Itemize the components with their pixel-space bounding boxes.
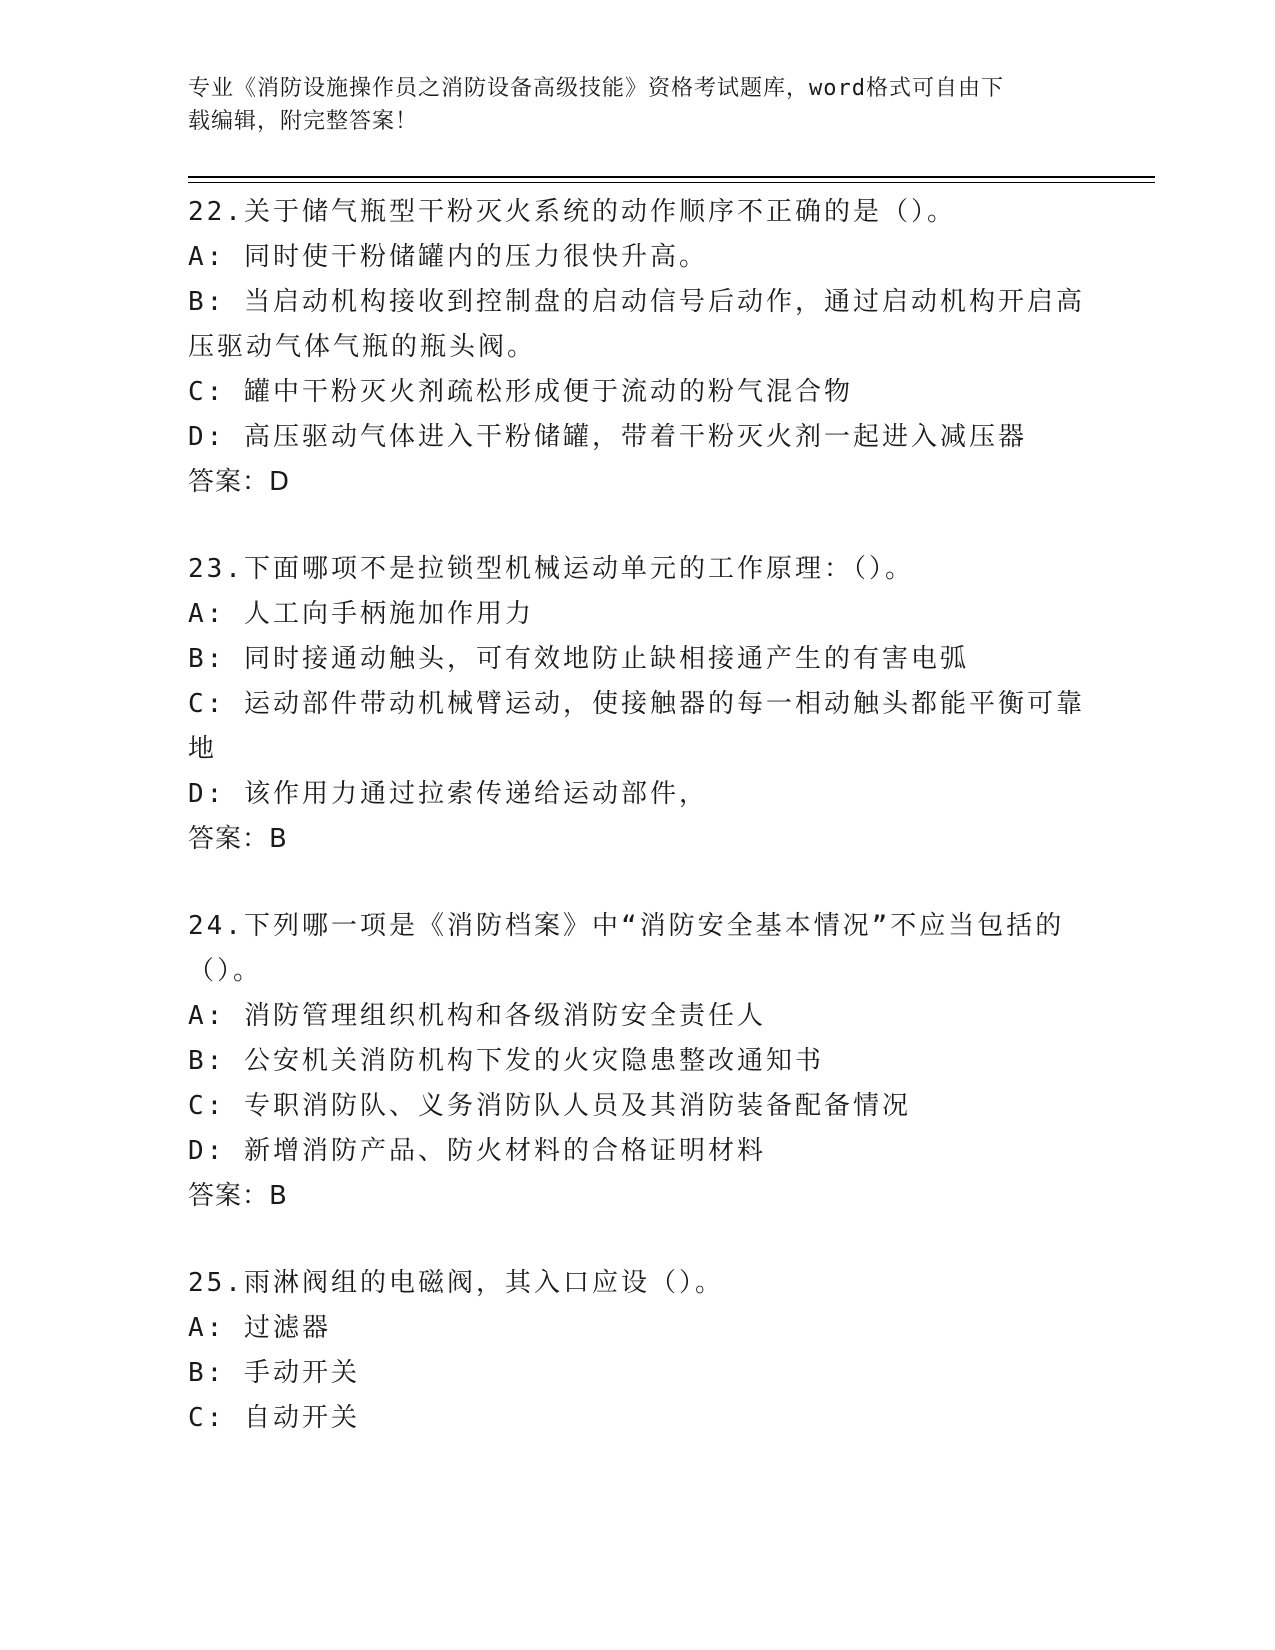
question-stem: 22.关于储气瓶型干粉灭火系统的动作顺序不正确的是（）。 (188, 197, 956, 227)
question-24 (188, 904, 1088, 1219)
answer-text: 答案：B (188, 1181, 288, 1211)
option-d: D: 该作用力通过拉索传递给运动部件， (188, 779, 708, 809)
option-c: C: 专职消防队、义务消防队人员及其消防装备配备情况 (188, 1091, 911, 1121)
question-23 (188, 547, 1088, 862)
option-d: D: 新增消防产品、防火材料的合格证明材料 (188, 1136, 766, 1166)
question-stem: 24.下列哪一项是《消防档案》中“消防安全基本情况”不应当包括的（）。 (188, 911, 1065, 986)
header-divider-thin (188, 182, 1155, 183)
answer-text: 答案：B (188, 824, 288, 854)
question-25 (188, 1261, 1088, 1441)
option-c: C: 自动开关 (188, 1403, 360, 1433)
option-c: C: 罐中干粉灭火剂疏松形成便于流动的粉气混合物 (188, 377, 853, 407)
option-c: C: 运动部件带动机械臂运动，使接触器的每一相动触头都能平衡可靠地 (188, 689, 1085, 764)
option-a: A: 同时使干粉储罐内的压力很快升高。 (188, 242, 708, 272)
option-a: A: 过滤器 (188, 1313, 331, 1343)
question-22 (188, 190, 1088, 505)
header-line-1: 专业《消防设施操作员之消防设备高级技能》资格考试题库，word格式可自由下 (188, 76, 1004, 101)
option-a: A: 消防管理组织机构和各级消防安全责任人 (188, 1001, 766, 1031)
option-b: B: 当启动机构接收到控制盘的启动信号后动作，通过启动机构开启高压驱动气体气瓶的瓶头阀。 (188, 287, 1085, 362)
document-header (188, 72, 1088, 138)
header-divider-thick (188, 176, 1155, 178)
question-stem: 25.雨淋阀组的电磁阀，其入口应设（）。 (188, 1268, 724, 1298)
answer-text: 答案：D (188, 467, 291, 497)
option-a: A: 人工向手柄施加作用力 (188, 599, 534, 629)
option-d: D: 高压驱动气体进入干粉储罐，带着干粉灭火剂一起进入减压器 (188, 422, 1027, 452)
header-line-2: 载编辑，附完整答案！ (188, 109, 419, 134)
option-b: B: 手动开关 (188, 1358, 360, 1388)
option-b: B: 同时接通动触头，可有效地防止缺相接通产生的有害电弧 (188, 644, 969, 674)
question-stem: 23.下面哪项不是拉锁型机械运动单元的工作原理：（）。 (188, 554, 914, 584)
option-b: B: 公安机关消防机构下发的火灾隐患整改通知书 (188, 1046, 824, 1076)
question-list (188, 190, 1088, 1483)
